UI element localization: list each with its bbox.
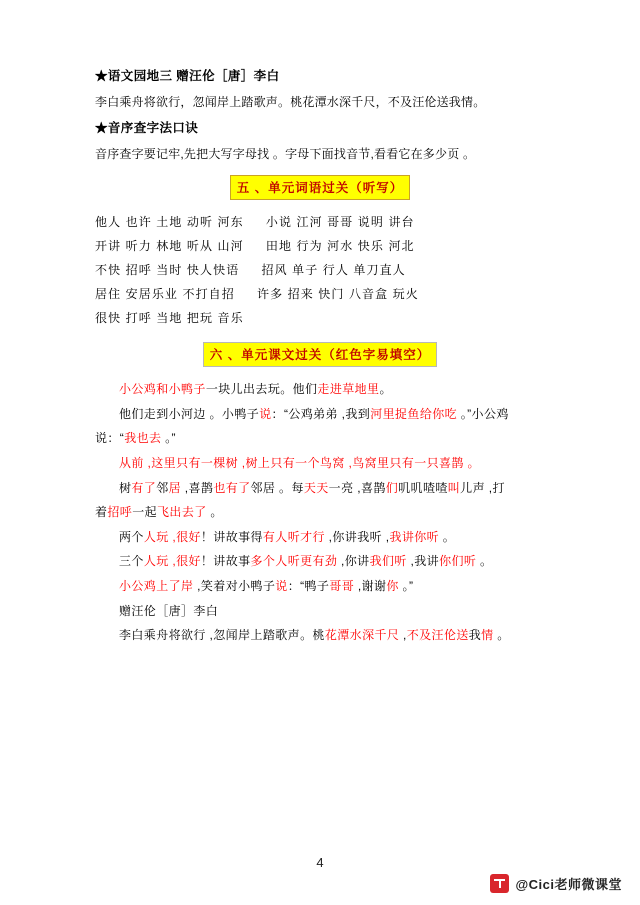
static-text: ,你讲 <box>337 554 370 569</box>
word-line: 他人 也许 土地 动听 河东 小说 江河 哥哥 说明 讲台 <box>95 215 415 230</box>
static-text: 赠汪伦［唐］李白 <box>119 603 219 618</box>
fill-paragraph <box>95 451 545 476</box>
word-line: 很快 打呼 当地 把玩 音乐 <box>95 311 244 326</box>
static-text: 邻 <box>156 480 169 495</box>
static-text: ,喜鹊 <box>181 480 214 495</box>
section5-word-list <box>95 210 545 330</box>
fill-paragraph <box>95 377 545 402</box>
fill-blank-text: 多个人听更有劲 <box>250 554 338 569</box>
fill-blank-text: 花潭水深千尺 <box>324 628 400 643</box>
static-text: 。” <box>161 431 176 446</box>
fill-blank-text: 说 <box>275 578 288 593</box>
fill-blank-text: 我们听 <box>369 554 407 569</box>
static-text: 一块儿出去玩 <box>205 382 281 397</box>
fill-paragraph <box>95 623 545 648</box>
static-text: 说：“ <box>95 431 125 446</box>
static-text: ！讲故事 <box>200 554 251 569</box>
static-text: 李白乘舟将欲行 ,忽闻岸上踏歌声。桃 <box>119 628 325 643</box>
static-text: , <box>399 628 407 643</box>
page-number: 4 <box>316 855 324 870</box>
document-body <box>95 68 545 648</box>
fill-paragraph <box>95 599 545 624</box>
section5-title-wrap <box>95 175 545 200</box>
word-line: 居住 安居乐业 不打自招 许多 招来 快门 八音盒 玩火 <box>95 287 419 302</box>
fill-paragraph <box>95 476 545 501</box>
static-text: 一亮 ,喜鹊 <box>328 480 386 495</box>
heading-yinxu-chazifa: ★音序查字法口诀 <box>95 121 199 136</box>
fill-paragraph <box>95 549 545 574</box>
fill-blank-text: 小公鸡和小鸭子 <box>119 382 206 397</box>
static-text: 邻居 。每 <box>250 480 304 495</box>
static-text: ,我讲 <box>406 554 440 569</box>
static-text: 他们走到小河边 。小鸭子 <box>119 406 260 421</box>
fill-blank-text: 我也去 <box>124 431 162 446</box>
footer-brand-text: @Cici老师微课堂 <box>515 877 622 892</box>
fill-blank-text: 河里捉鱼给你吃 <box>370 406 458 421</box>
fill-paragraph <box>95 525 545 550</box>
word-line: 开讲 听力 林地 听从 山河 田地 行为 河水 快乐 河北 <box>95 239 415 254</box>
static-text: 叽叽喳喳 <box>398 480 448 495</box>
static-text: 两个 <box>119 529 144 544</box>
fill-blank-text: 居 <box>168 480 182 495</box>
poem-zengwanglun-top: 李白乘舟将欲行，忽闻岸上踏歌声。桃花潭水深千尺，不及汪伦送我情。 <box>95 94 486 109</box>
fill-blank-text: 人玩 ,很好 <box>143 554 201 569</box>
static-text: 儿声 ,打 <box>460 480 505 495</box>
fill-blank-text: 走进草地里 <box>317 382 380 397</box>
fill-blank-text: 飞出去了 <box>157 505 207 520</box>
static-text: 。” <box>398 578 414 593</box>
footer-watermark <box>490 874 622 893</box>
fill-blank-text: 我讲你听 <box>389 529 440 544</box>
yinxu-koujue-text: 音序查字要记牢,先把大写字母找 。字母下面找音节,看看它在多少页 。 <box>95 146 476 161</box>
fill-blank-text: 上了岸 <box>156 578 194 593</box>
fill-paragraph <box>95 574 545 599</box>
fill-blank-text: 人玩 ,很好 <box>143 529 201 544</box>
static-text: 三个 <box>119 554 144 569</box>
fill-paragraph <box>95 426 545 451</box>
static-text: 。 <box>493 628 510 643</box>
fill-blank-text: 叫 <box>447 480 461 495</box>
fill-blank-text: 天天 <box>303 480 329 495</box>
word-line: 不快 招呼 当时 快人快语 招风 单子 行人 单刀直人 <box>95 263 406 278</box>
fill-blank-text: 有了 <box>131 480 157 495</box>
fill-blank-text: 也有了 <box>213 480 251 495</box>
fill-blank-text: 你们听 <box>439 554 477 569</box>
fill-blank-text: 说 <box>259 406 272 421</box>
fill-blank-text: 小公鸡 <box>119 578 157 593</box>
fill-paragraph <box>95 500 545 525</box>
section5-title: 五 、单元词语过关（听写） <box>230 175 410 200</box>
fill-blank-text: 有人听才行 <box>262 529 325 544</box>
static-text: 。 <box>379 382 392 397</box>
static-text: ,笑着 <box>193 578 226 593</box>
static-text: 。 <box>439 529 456 544</box>
static-text: ,你讲我听 , <box>324 529 390 544</box>
static-text: 对小鸭子 <box>225 578 276 593</box>
static-text: ,谢谢 <box>354 578 387 593</box>
fill-blank-text: 哥哥 <box>329 578 355 593</box>
static-text: 。”小公鸡 <box>457 406 509 421</box>
static-text: ：“鸭子 <box>287 578 330 593</box>
heading-yuwenyuandi: ★语文园地三 赠汪伦［唐］李白 <box>95 69 280 83</box>
static-text: ！讲故事得 <box>200 529 263 544</box>
fill-blank-text: 不及汪伦送 <box>406 628 469 643</box>
static-text: 我 <box>468 628 482 643</box>
static-text: 树 <box>119 480 132 495</box>
toutiao-logo-icon <box>490 874 509 893</box>
fill-blank-text: 从前 ,这里只有一棵树 ,树上只有一个鸟窝 ,鸟窝里只有一只喜鹊 。 <box>119 455 480 470</box>
fill-paragraph <box>95 402 545 427</box>
section6-title-wrap <box>95 342 545 367</box>
static-text: ：“公鸡弟弟 ,我到 <box>271 406 371 421</box>
static-text: 。 <box>476 554 493 569</box>
static-text: 着 <box>95 505 108 520</box>
fill-blank-text: 你 <box>386 578 399 593</box>
static-text: 。 <box>206 505 223 520</box>
fill-blank-text: 情 <box>481 628 494 643</box>
section6-paragraph-list <box>95 377 545 648</box>
section6-title: 六 、单元课文过关（红色字易填空） <box>203 342 437 367</box>
static-text: 。他们 <box>280 382 318 397</box>
static-text: 一起 <box>132 505 158 520</box>
fill-blank-text: 们 <box>385 480 399 495</box>
fill-blank-text: 招呼 <box>107 505 133 520</box>
